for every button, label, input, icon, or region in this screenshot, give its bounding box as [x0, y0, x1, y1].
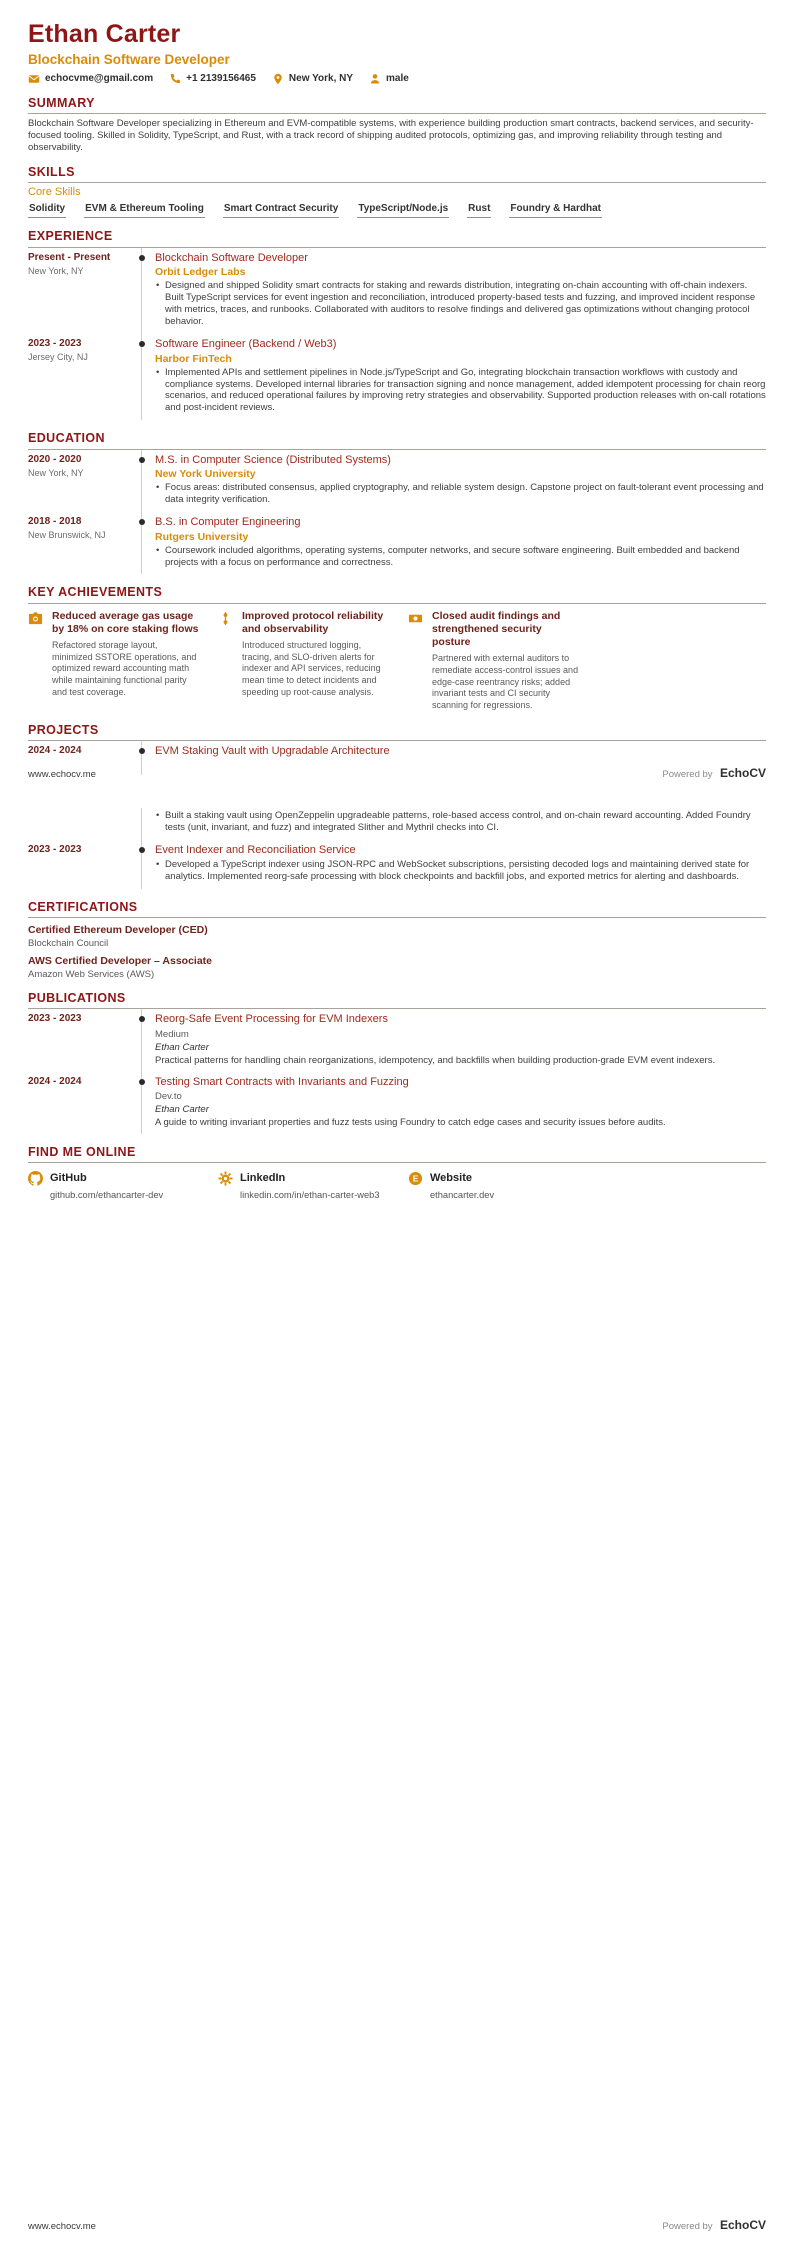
- achievement-item: [408, 610, 598, 712]
- resume-header: [28, 20, 766, 85]
- achievement-title: Reduced average gas usage by 18% on core staking flows: [52, 609, 199, 635]
- footer-brand-link[interactable]: EchoCV: [719, 2218, 766, 2232]
- publications-heading: PUBLICATIONS: [28, 991, 766, 1009]
- achievement-text: Refactored storage layout, minimized SSTORE operations, and optimized reward accounting math while maintaining functional parity and test coverage.: [52, 640, 197, 697]
- phone-icon: [169, 73, 181, 85]
- education-entry: [28, 512, 766, 574]
- project-entry: [28, 840, 766, 889]
- publication-title: Reorg-Safe Event Processing for EVM Indexers: [155, 1013, 388, 1026]
- skill-tag: Foundry & Hardhat: [509, 202, 602, 218]
- school-name: Rutgers University: [155, 530, 249, 543]
- entry-dates: 2023 - 2023: [28, 1013, 82, 1025]
- section-experience: [28, 229, 766, 420]
- timeline-dot: [139, 519, 145, 525]
- entry-location: New Brunswick, NJ: [28, 529, 106, 540]
- degree-title: M.S. in Computer Science (Distributed Systems): [155, 453, 391, 466]
- bullet-item: • Developed a TypeScript indexer using JSON-RPC and WebSocket subscriptions, persisting decoded logs and maintaining derived state for analytics. Implemented reorg-safe processing with block checkpoints and backfill jobs, and exported metrics for alerting and dashboards.: [155, 859, 766, 883]
- role-title: Blockchain Software Developer: [155, 251, 308, 264]
- bullet-list: [155, 810, 766, 834]
- experience-entry: [28, 248, 766, 334]
- github-icon: [28, 1171, 43, 1186]
- degree-title: B.S. in Computer Engineering: [155, 515, 301, 528]
- achievement-text: Partnered with external auditors to remediate access-control issues and edge-case reentrancy risks; added invariant tests and CI security scanning for regressions.: [432, 653, 579, 710]
- resume-page-2: [0, 794, 794, 2246]
- publication-author: Ethan Carter: [155, 1103, 209, 1115]
- footer-site-link[interactable]: www.echocv.me: [28, 769, 96, 780]
- entry-location: Jersey City, NJ: [28, 351, 88, 362]
- footer-powered-by: Powered by: [662, 769, 713, 780]
- certification-issuer: Blockchain Council: [28, 938, 109, 950]
- bullet-list: [155, 545, 766, 569]
- linkedin-icon: [218, 1171, 233, 1186]
- achievement-title: Improved protocol reliability and observability: [242, 609, 384, 635]
- online-profile-github: [28, 1171, 218, 1200]
- online-url[interactable]: linkedin.com/in/ethan-carter-web3: [240, 1189, 380, 1200]
- candidate-title: Blockchain Software Developer: [28, 51, 230, 67]
- entry-dates: 2023 - 2023: [28, 337, 82, 349]
- experience-heading: EXPERIENCE: [28, 229, 766, 247]
- entry-dates: 2024 - 2024: [28, 1075, 82, 1087]
- online-profile-linkedin: [218, 1171, 408, 1200]
- section-skills: [28, 165, 766, 218]
- skills-group-label: Core Skills: [28, 186, 81, 199]
- contact-gender-text: male: [386, 73, 409, 85]
- camera-icon: [28, 610, 45, 712]
- skill-tag: Smart Contract Security: [223, 202, 339, 218]
- section-summary: [28, 96, 766, 154]
- footer-brand-link[interactable]: EchoCV: [719, 766, 766, 780]
- company-name: Orbit Ledger Labs: [155, 266, 246, 279]
- bullet-item: • Designed and shipped Solidity smart contracts for staking and rewards distribution, integrating on-chain accounting with off-chain indexers. Built TypeScript services for event ingestion and reconciliation, introduced property-based tests and fuzzing, and improved incident response with metrics, traces, and runbooks. Collaborated with auditors to resolve findings and delivered gas optimizations without changing protocol behavior.: [155, 280, 766, 328]
- publication-publisher: Medium: [155, 1028, 189, 1040]
- online-profile-website: [408, 1171, 598, 1200]
- certification-issuer: Amazon Web Services (AWS): [28, 969, 155, 981]
- projects-heading: PROJECTS: [28, 723, 766, 741]
- svg-text:E: E: [412, 1173, 419, 1184]
- contact-phone-text: +1 2139156465: [186, 73, 256, 85]
- publication-publisher: Dev.to: [155, 1090, 182, 1102]
- bullet-list: [155, 367, 766, 415]
- email-icon: [28, 73, 40, 85]
- online-label: Website: [430, 1172, 472, 1185]
- role-title: Software Engineer (Backend / Web3): [155, 337, 337, 350]
- online-label: GitHub: [50, 1172, 87, 1185]
- bullet-item: • Focus areas: distributed consensus, applied cryptography, and reliable system design. Capstone project on fault-tolerant event processing and data integrity verification.: [155, 482, 766, 506]
- summary-heading: SUMMARY: [28, 96, 766, 114]
- achievement-title: Closed audit findings and strengthened security posture: [432, 609, 561, 649]
- skill-tag: TypeScript/Node.js: [357, 202, 449, 218]
- bullet-item: • Implemented APIs and settlement pipelines in Node.js/TypeScript and Go, integrating blockchain transaction workflows with custody and compliance systems. Developed internal libraries for transaction signing and nonce management, added idempotent processing for chain reorg scenarios, and reduced operational failures by improving retry strategies and observability. Supported production releases with on-call rotations and post-incident reviews.: [155, 367, 766, 415]
- find-me-online-heading: FIND ME ONLINE: [28, 1145, 766, 1163]
- timeline-dot: [139, 255, 145, 261]
- achievement-item: [218, 610, 408, 712]
- publication-title: Testing Smart Contracts with Invariants and Fuzzing: [155, 1075, 409, 1088]
- page-footer: [28, 764, 766, 782]
- certification-item: [28, 955, 766, 980]
- candidate-name: Ethan Carter: [28, 20, 181, 48]
- entry-dates: 2020 - 2020: [28, 453, 82, 465]
- contact-location: [272, 73, 353, 85]
- company-name: Harbor FinTech: [155, 352, 232, 365]
- bullet-list: [155, 859, 766, 883]
- timeline-dot: [139, 1079, 145, 1085]
- certification-name: Certified Ethereum Developer (CED): [28, 924, 208, 937]
- publication-author: Ethan Carter: [155, 1041, 209, 1053]
- achievement-text: Introduced structured logging, tracing, and SLO-driven alerts for indexer and API services, reducing mean time to detect incidents and speeding up root-cause analysis.: [242, 640, 381, 697]
- online-label: LinkedIn: [240, 1172, 286, 1185]
- publication-entry: [28, 1072, 766, 1134]
- section-publications: [28, 991, 766, 1134]
- achievements-grid: [28, 610, 766, 712]
- timeline-dot: [139, 1016, 145, 1022]
- publication-entry: [28, 1009, 766, 1071]
- entry-dates: 2018 - 2018: [28, 515, 82, 527]
- project-entry-continued: [28, 808, 766, 840]
- publication-description: A guide to writing invariant properties and fuzz tests using Foundry to catch edge cases and security issues before audits.: [155, 1116, 666, 1128]
- timeline-dot: [139, 748, 145, 754]
- bullet-item: • Built a staking vault using OpenZeppelin upgradeable patterns, role-based access control, and on-chain reward accounting. Added Foundry tests (unit, invariant, and fuzz) and integrated Slither and Mythril checks into CI.: [155, 810, 766, 834]
- skills-tag-list: [28, 202, 766, 218]
- section-find-me-online: [28, 1145, 766, 1200]
- education-entry: [28, 450, 766, 512]
- metrics-icon: [218, 610, 235, 712]
- certifications-heading: CERTIFICATIONS: [28, 900, 766, 918]
- contact-email[interactable]: [28, 73, 153, 85]
- person-icon: [369, 73, 381, 85]
- entry-location: New York, NY: [28, 265, 84, 276]
- skill-tag: Rust: [467, 202, 491, 218]
- timeline-dot: [139, 457, 145, 463]
- contact-email-text: echocvme@gmail.com: [45, 73, 154, 85]
- achievements-heading: KEY ACHIEVEMENTS: [28, 585, 766, 603]
- location-icon: [272, 73, 284, 85]
- entry-dates: 2024 - 2024: [28, 744, 82, 756]
- page-footer: [28, 2216, 766, 2234]
- entry-dates: 2023 - 2023: [28, 843, 82, 855]
- footer-powered-by: Powered by: [662, 2221, 713, 2232]
- entry-location: New York, NY: [28, 467, 84, 478]
- timeline-dot: [139, 341, 145, 347]
- education-heading: EDUCATION: [28, 431, 766, 449]
- online-url[interactable]: github.com/ethancarter-dev: [50, 1189, 164, 1200]
- resume-page-1: [0, 0, 794, 794]
- section-projects-continued: [28, 808, 766, 889]
- skill-tag: Solidity: [28, 202, 66, 218]
- entry-dates: Present - Present: [28, 251, 111, 263]
- achievement-item: [28, 610, 218, 712]
- contact-location-text: New York, NY: [288, 73, 354, 85]
- contact-phone: [169, 73, 256, 85]
- website-icon: [408, 1171, 423, 1186]
- summary-text: Blockchain Software Developer specializing in Ethereum and EVM-compatible systems, with experience building production smart contracts, backend services, and security-focused tooling. Skilled in Solidity, TypeScript, and Rust, with a track record of shipping audited protocols, optimizing gas, and improving reliability through testing and observability.: [28, 118, 754, 154]
- footer-site-link[interactable]: www.echocv.me: [28, 2221, 96, 2232]
- publication-description: Practical patterns for handling chain reorganizations, idempotency, and backfills when building production-grade EVM event indexers.: [155, 1054, 716, 1066]
- banknote-icon: [408, 610, 425, 712]
- skill-tag: EVM & Ethereum Tooling: [84, 202, 205, 218]
- school-name: New York University: [155, 468, 256, 481]
- certification-item: [28, 924, 766, 949]
- bullet-list: [155, 482, 766, 506]
- contact-row: [28, 73, 766, 85]
- bullet-item: • Coursework included algorithms, operating systems, computer networks, and secure software engineering. Built embedded and backend projects with a focus on performance and correctness.: [155, 545, 766, 569]
- bullet-list: [155, 280, 766, 328]
- experience-entry: [28, 334, 766, 420]
- certification-name: AWS Certified Developer – Associate: [28, 955, 213, 968]
- project-title: EVM Staking Vault with Upgradable Architecture: [155, 744, 390, 757]
- online-grid: [28, 1171, 766, 1200]
- section-certifications: [28, 900, 766, 980]
- contact-gender: [369, 73, 409, 85]
- section-education: [28, 431, 766, 574]
- skills-heading: SKILLS: [28, 165, 766, 183]
- section-key-achievements: [28, 585, 766, 711]
- project-title: Event Indexer and Reconciliation Service: [155, 843, 356, 856]
- timeline-dot: [139, 847, 145, 853]
- online-url[interactable]: ethancarter.dev: [430, 1189, 495, 1200]
